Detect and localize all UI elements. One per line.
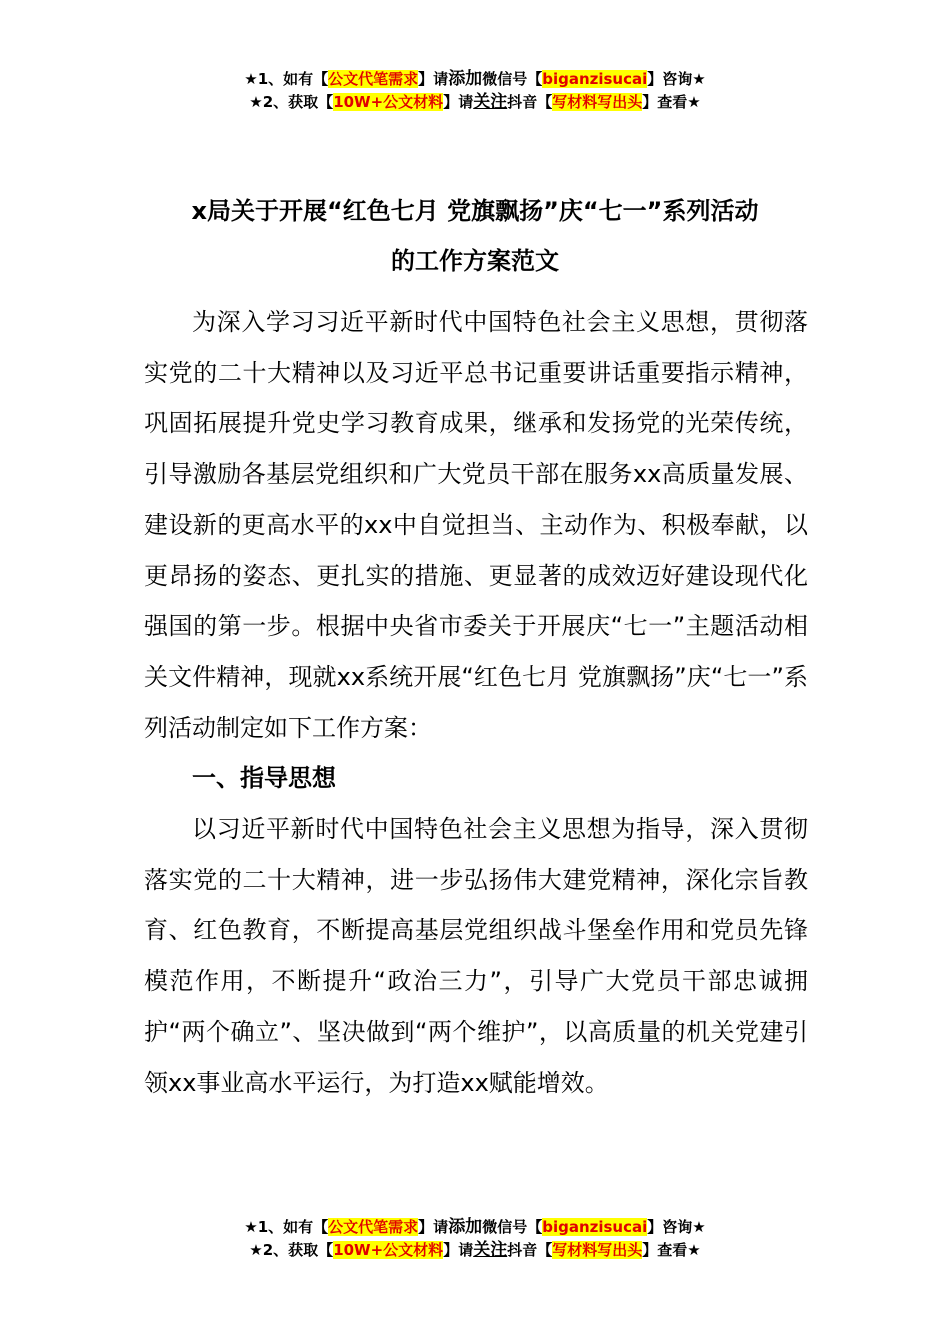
document-body [144,297,808,1108]
promo-text: 】请 [443,93,474,111]
promo-text: ★1、如有【 [244,1218,329,1236]
promo-highlight: 10W+公文材料 [333,1241,444,1259]
promo-text: 抖音【 [507,1241,553,1259]
promo-emphasis: 添加 [448,1217,483,1237]
promo-douyin-id: 写材料写出头 [552,93,643,111]
promo-header [0,68,950,114]
document-title [100,186,850,286]
title-line-1: x局关于开展“红色七月 党旗飘扬”庆“七一”系列活动 [191,197,759,225]
promo-text: 微信号【 [482,1218,543,1236]
promo-line-1 [0,1216,950,1239]
promo-line-2 [0,91,950,114]
promo-highlight: 公文代笔需求 [328,70,419,88]
promo-emphasis: 添加 [448,69,483,89]
title-line-2: 的工作方案范文 [391,247,559,275]
guiding-thought-paragraph: 以习近平新时代中国特色社会主义思想为指导，深入贯彻落实党的二十大精神，进一步弘扬伟大建党精神，深化宗旨教育、红色教育，不断提高基层党组织战斗堡垒作用和党员先锋模范作用，不断提升“政治三力”，引导广大党员干部忠诚拥护“两个确立”、坚决做到“两个维护”，以高质量的机关党建引领xx事业高水平运行，为打造xx赋能增效。 [144,815,808,1097]
promo-text: 微信号【 [482,70,543,88]
promo-line-2 [0,1239,950,1262]
promo-text: 】咨询★ [647,1218,706,1236]
promo-text: ★2、获取【 [249,1241,334,1259]
promo-text: 】请 [418,70,449,88]
promo-text: 】咨询★ [647,70,706,88]
promo-text: 】请 [418,1218,449,1236]
promo-wechat-id: biganzisucai [542,70,648,88]
promo-line-1 [0,68,950,91]
section-heading: 一、指导思想 [192,764,336,793]
promo-footer [0,1216,950,1262]
promo-text: 】查看★ [642,1241,701,1259]
intro-paragraph: 为深入学习习近平新时代中国特色社会主义思想，贯彻落实党的二十大精神以及习近平总书记重要讲话重要指示精神，巩固拓展提升党史学习教育成果，继承和发扬党的光荣传统，引导激励各基层党组织和广大党员干部在服务xx高质量发展、建设新的更高水平的xx中自觉担当、主动作为、积极奉献，以更昂扬的姿态、更扎实的措施、更显著的成效迈好建设现代化强国的第一步。根据中央省市委关于开展庆“七一”主题活动相关文件精神，现就xx系统开展“红色七月 党旗飘扬”庆“七一”系列活动制定如下工作方案： [144,308,808,742]
promo-highlight: 10W+公文材料 [333,93,444,111]
promo-text: ★1、如有【 [244,70,329,88]
promo-highlight: 公文代笔需求 [328,1218,419,1236]
promo-text: ★2、获取【 [249,93,334,111]
promo-emphasis: 关注 [473,92,508,112]
promo-text: 】查看★ [642,93,701,111]
promo-text: 抖音【 [507,93,553,111]
promo-wechat-id: biganzisucai [542,1218,648,1236]
promo-text: 】请 [443,1241,474,1259]
promo-douyin-id: 写材料写出头 [552,1241,643,1259]
promo-emphasis: 关注 [473,1240,508,1260]
